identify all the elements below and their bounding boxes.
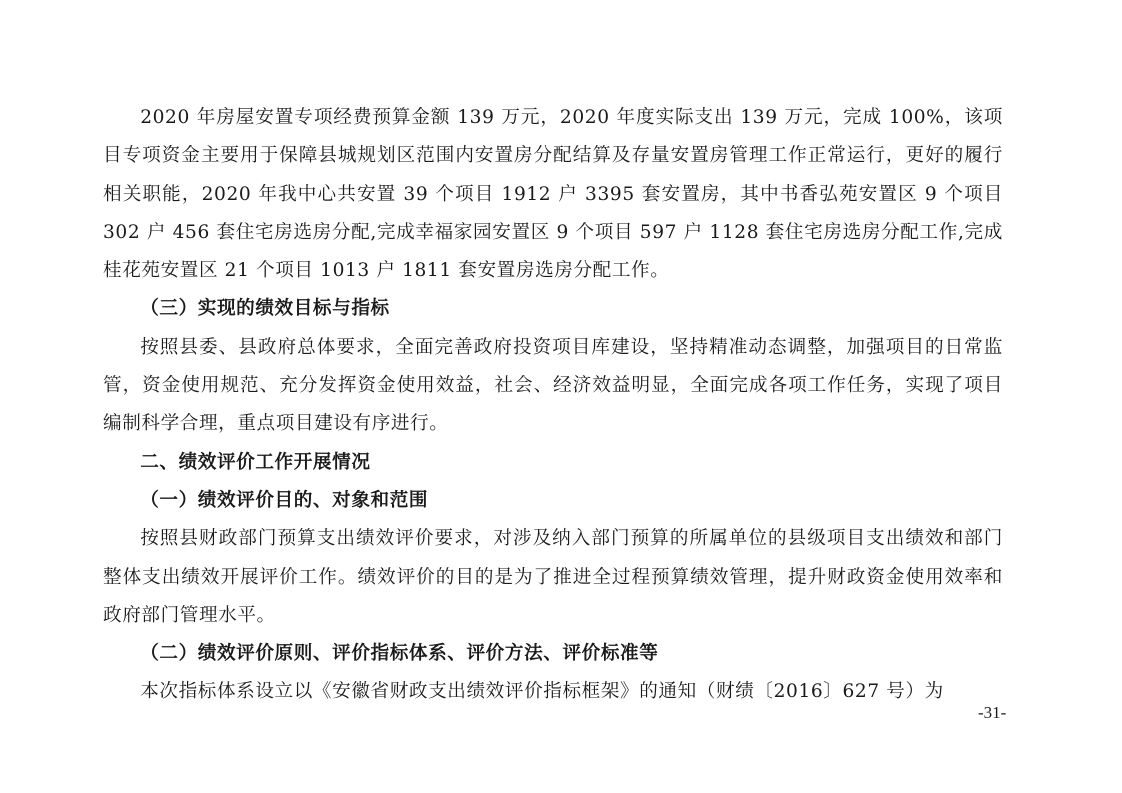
paragraph-indicator-system: 本次指标体系设立以《安徽省财政支出绩效评价指标框架》的通知（财绩〔2016〕627 号）为 [140,681,944,703]
page-number: -31- [978,703,1007,722]
section-heading-evaluation-principles: （二）绩效评价原则、评价指标体系、评价方法、评价标准等 [140,643,659,665]
section-heading-evaluation-purpose: （一）绩效评价目的、对象和范围 [140,489,429,511]
paragraph-evaluation-purpose: 按照县财政部门预算支出绩效评价要求，对涉及纳入部门预算的所属单位的县级项目支出绩效和部门整体支出绩效开展评价工作。绩效评价的目的是为了推进全过程预算绩效管理，提升财政资金使用效率和政府部门管理水平。 [103,528,1003,626]
paragraph-performance-goals: 按照县委、县政府总体要求，全面完善政府投资项目库建设，坚持精准动态调整，加强项目的日常监管，资金使用规范、充分发挥资金使用效益，社会、经济效益明显，全面完成各项工作任务，实现了项目编制科学合理，重点项目建设有序进行。 [103,336,1003,435]
section-heading-evaluation-work: 二、绩效评价工作开展情况 [140,451,371,473]
section-heading-performance-goals: （三）实现的绩效目标与指标 [140,298,390,320]
document-body [103,99,1003,712]
paragraph-housing-budget: 2020 年房屋安置专项经费预算金额 139 万元，2020 年度实际支出 139 万元，完成 100%，该项目专项资金主要用于保障县城规划区范围内安置房分配结算及存量安置房管理工作正常运行，更好的履行相关职能，2020 年我中心共安置 39 个项目 1912 户 3395 套安置房，其中书香弘苑安置区 9 个项目 302 户 456 套住宅房选房分配,完成幸福家园安置区 9 个项目 597 户 1128 套住宅房选房分配工作,完成桂花苑安置区 21 个项目 1013 户 1811 套安置房选房分配工作。 [103,107,1003,282]
